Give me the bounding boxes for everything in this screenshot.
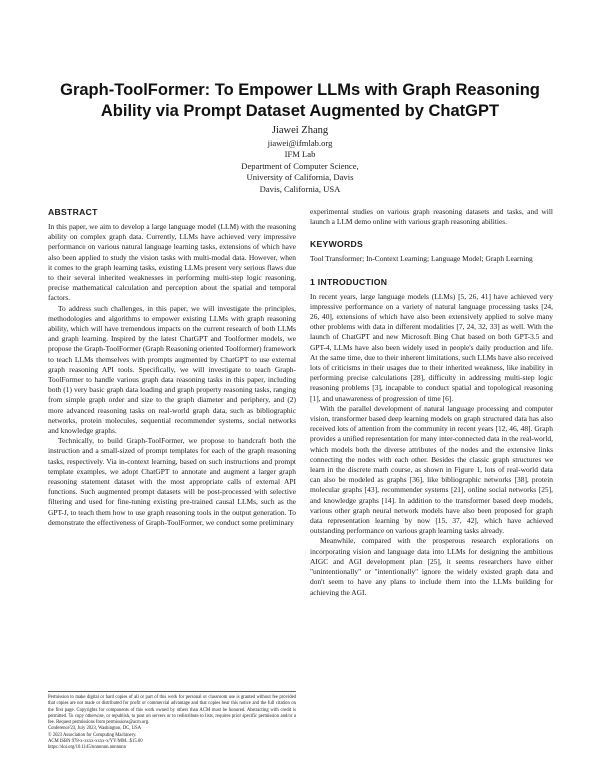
doi-link[interactable]: https://doi.org/10.1145/nnnnnnn.nnnnnnn	[48, 745, 126, 751]
copyright-line: © 2023 Association for Computing Machinery.	[48, 732, 137, 738]
permission-notice: Permission to make digital or hard copies of all or part of this work for personal or classroom use is granted without fee provided that copies are not made or distributed for profit or commercial advantage and that copies bear this notice and the full citation on the first page. Copyrights for components of this work owned by others than ACM must be honored. Abstracting with credit is permitted. To copy otherwise, or republish, to post on servers or to redistribute to lists, requires prior specific permission and/or a fee. Request permissions from permissions@acm.org.	[48, 695, 296, 726]
author-department: Department of Computer Science,	[241, 160, 359, 171]
copyright-footnote	[48, 691, 296, 752]
isbn-line: ACM ISBN 978-x-xxxx-xxxx-x/YY/MM...$15.00	[48, 739, 143, 745]
paper-title: Graph-ToolFormer: To Empower LLMs with Graph Reasoning Ability via Prompt Dataset Augmented by ChatGPT	[60, 81, 540, 120]
abstract-paragraph-1: In this paper, we aim to develop a large language model (LLM) with the reasoning ability on complex graph data. Currently, LLMs have achieved very impressive performance on various natural language learning tasks, extensions of which have also been applied to study the vision tasks with multi-modal data. However, when it comes to the graph learning tasks, existing LLMs present very serious flaws due to their several inherited weaknesses in performing multi-step logic reasoning, precise mathematical calculation and perception about the spatial and temporal factors.	[48, 222, 296, 303]
keywords-heading: KEYWORDS	[310, 239, 364, 250]
abstract-paragraph-3: Technically, to build Graph-ToolFormer, we propose to handcraft both the instruction and a small-sized of prompt templates for each of the graph reasoning tasks, respectively. Via in-context learning, based on such instructions and prompt template examples, we adopt ChatGPT to annotate and augment a larger graph reasoning statement dataset with the most appropriate calls of external API functions. Such augmented prompt datasets will be post-processed with selective filtering and used for fine-tuning existing pre-trained causal LLMs, such as the GPT-J, to teach them how to use graph reasoning tools in the output generation. To demonstrate the effectiveness of Graph-ToolFormer, we conduct some preliminary	[48, 436, 296, 527]
keywords-text: Tool Transformer; In-Context Learning; Language Model; Graph Learning	[310, 254, 533, 264]
left-column	[48, 207, 296, 528]
intro-paragraph-2: With the parallel development of natural language processing and computer vision, transformer based deep learning models on graph structured data has also received lots of attention from the community in recent years [12, 46, 48]. Graph provides a unified representation for many inter-connected data in the real-world, which models both the diverse attributes of the nodes and the extensive links connecting the nodes with each other. Besides the classic graph structures we learn in the discrete math course, as shown in Figure 1, lots of real-world data can also be modeled as graphs [36], like bibliographic networks [38], protein molecular graphs [43], recommender systems [21], online social networks [25], and knowledge graphs [14]. In addition to the transformer based deep models, various other graph neural network models have also been proposed for graph data representation learning by now [15, 37, 42], which have achieved outstanding performance on various graph learning tasks already.	[310, 403, 553, 536]
intro-paragraph-1: In recent years, large language models (LLMs) [5, 26, 41] have achieved very impressive performance on a variety of natural language processing tasks [24, 26, 40], extensions of which have also been extensively applied to solve many other problems with data in different modalities [7, 24, 32, 33] as well. With the launch of ChatGPT and new Microsoft Bing Chat based on both GPT-3.5 and GPT-4, LLMs have also been widely used in people's daily production and life. At the same time, due to their inherent limitations, such LLMs have also received lots of criticisms in their usages due to their inherited weakness, like inability in performing precise calculations [28], difficulty in addressing multi-step logic reasoning problems [3], incapable to conduct spatial and topological reasoning [1], and unawareness of progression of time [6].	[310, 291, 553, 403]
conference-info: Conference'23, July 2023, Washington, DC, USA	[48, 726, 141, 732]
abstract-paragraph-4: experimental studies on various graph reasoning datasets and tasks, and will launch a LLM demo online with various graph reasoning abilities.	[310, 207, 553, 227]
author-email: jiawei@ifmlab.org	[267, 138, 333, 148]
right-column	[310, 207, 553, 598]
abstract-heading: ABSTRACT	[48, 207, 98, 217]
introduction-heading: 1 INTRODUCTION	[310, 276, 388, 287]
abstract-paragraph-2: To address such challenges, in this paper, we will investigate the principles, methodologies and algorithms to empower existing LLMs with graph reasoning ability, which will have tremendous impacts on the current research of both LLMs and graph learning. Inspired by the latest ChatGPT and Toolformer models, we propose the Graph-ToolFormer (Graph Reasoning oriented Toolformer) framework to teach LLMs themselves with prompts augmented by ChatGPT to use external graph reasoning API tools. Specifically, we will investigate to teach Graph-ToolFormer to handle various graph data reasoning tasks in this paper, including both (1) very basic graph data loading and graph property reasoning tasks, ranging from simple graph order and size to the graph diameter and periphery, and (2) more advanced reasoning tasks on real-world graph data, such as bibliographic networks, protein molecules, sequential recommender systems, social networks and knowledge graphs.	[48, 303, 296, 436]
author-block	[150, 124, 450, 195]
intro-paragraph-3: Meanwhile, compared with the prosperous research explorations on incorporating vision and language data into LLMs for designing the ambitious AIGC and AGI development plan [25], it seems researchers have either "unintentionally" or "intentionally" ignore the widely existed graph data and don't seem to have any plans to include them into the LLMs building for achieving the AGI.	[310, 536, 553, 597]
author-location: Davis, California, USA	[259, 183, 341, 194]
author-name: Jiawei Zhang	[271, 125, 329, 136]
author-university: University of California, Davis	[246, 172, 354, 183]
author-lab: IFM Lab	[284, 149, 316, 160]
